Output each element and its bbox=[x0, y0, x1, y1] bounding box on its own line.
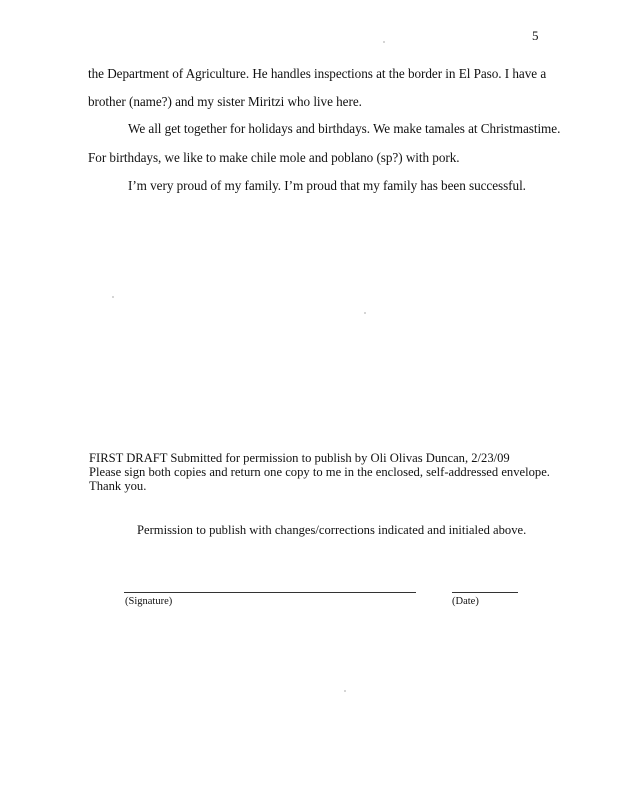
scan-speck bbox=[112, 296, 114, 298]
page-number: 5 bbox=[532, 28, 539, 43]
scan-speck bbox=[383, 41, 385, 43]
scan-speck bbox=[364, 312, 366, 314]
signature-label: (Signature) bbox=[125, 596, 173, 607]
thank-you-note: Thank you. bbox=[89, 479, 147, 494]
date-line bbox=[452, 592, 518, 593]
body-line: the Department of Agriculture. He handles inspections at the border in El Paso. I have a bbox=[88, 66, 547, 81]
draft-footer bbox=[89, 451, 550, 494]
scan-speck bbox=[344, 690, 346, 692]
permission-statement: Permission to publish with changes/corrections indicated and initialed above. bbox=[137, 523, 527, 537]
return-instructions: Please sign both copies and return one copy to me in the enclosed, self-addressed envelope. bbox=[89, 465, 550, 480]
draft-note: FIRST DRAFT Submitted for permission to publish by Oli Olivas Duncan, 2/23/09 bbox=[89, 451, 510, 465]
signature-line bbox=[124, 592, 416, 593]
body-line: brother (name?) and my sister Miritzi who live here. bbox=[88, 94, 362, 109]
body-line: For birthdays, we like to make chile mole and poblano (sp?) with pork. bbox=[88, 150, 460, 165]
body-line: I’m very proud of my family. I’m proud that my family has been successful. bbox=[128, 178, 526, 193]
body-line: We all get together for holidays and birthdays. We make tamales at Christmastime. bbox=[128, 121, 561, 136]
date-label: (Date) bbox=[452, 596, 479, 607]
